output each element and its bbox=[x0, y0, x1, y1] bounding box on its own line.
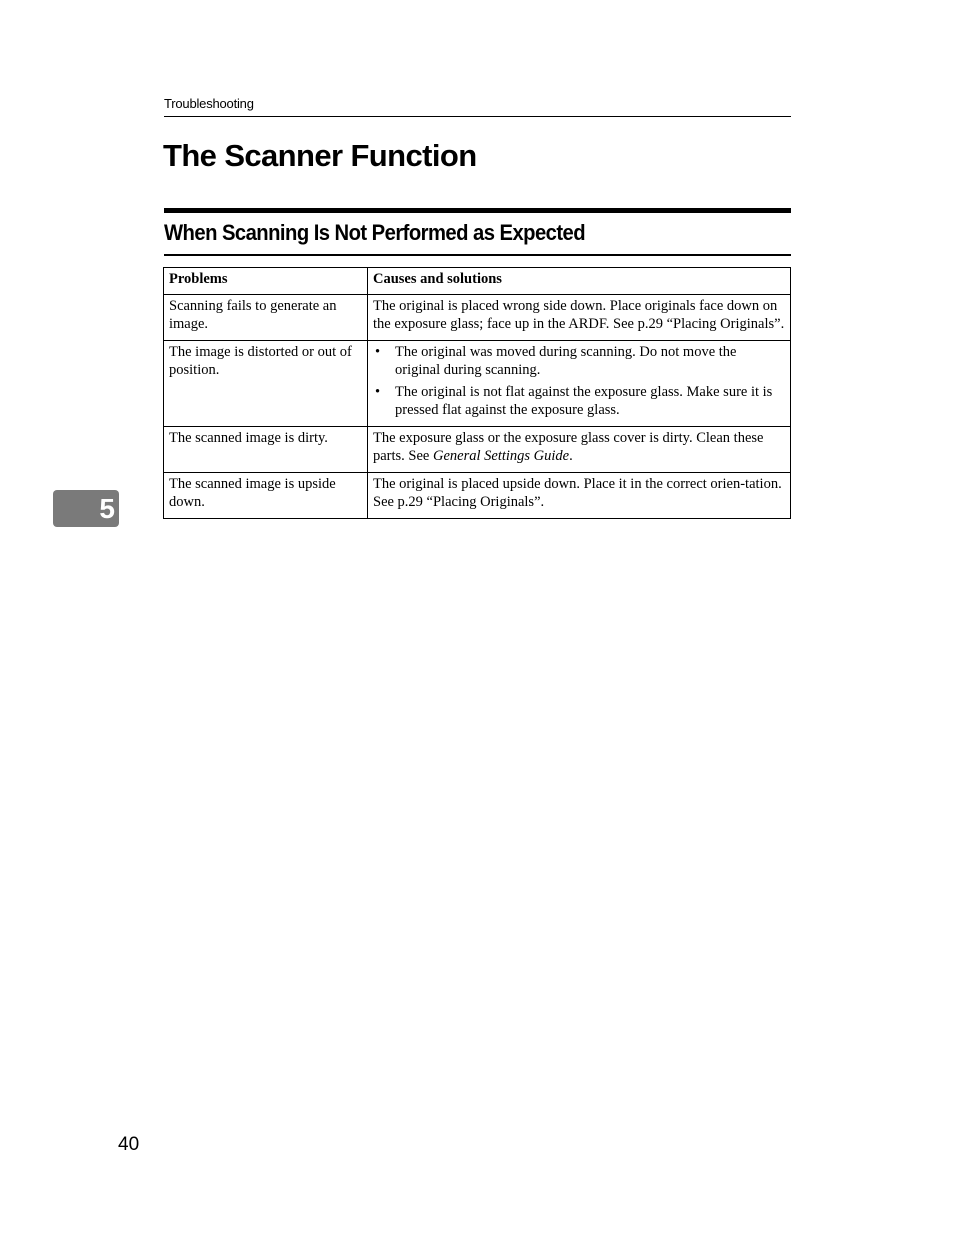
page-title: The Scanner Function bbox=[163, 138, 477, 173]
solution-text: The exposure glass or the exposure glass cover is dirty. Clean these parts. See bbox=[373, 430, 764, 464]
table-row bbox=[164, 341, 791, 427]
chapter-tab bbox=[53, 490, 119, 527]
table-row bbox=[164, 473, 791, 519]
column-header-causes: Causes and solutions bbox=[368, 268, 791, 295]
chapter-number: 5 bbox=[99, 493, 115, 524]
problem-cell: The scanned image is dirty. bbox=[164, 427, 368, 473]
section-title: When Scanning Is Not Performed as Expected bbox=[164, 220, 586, 245]
solution-cell bbox=[368, 427, 791, 473]
guide-reference: General Settings Guide bbox=[433, 448, 570, 464]
table-row bbox=[164, 295, 791, 341]
running-header: Troubleshooting bbox=[164, 96, 791, 117]
table-header-row bbox=[164, 268, 791, 295]
column-header-problems: Problems bbox=[164, 268, 368, 295]
list-item: • The original is not flat against the exposure glass. Make sure it is pressed flat against the exposure glass. bbox=[373, 383, 785, 419]
solution-cell: The original is placed upside down. Place it in the correct orien-tation. See p.29 “Placing Originals”. bbox=[368, 473, 791, 519]
problem-cell: Scanning fails to generate an image. bbox=[164, 295, 368, 341]
section-rule-top bbox=[164, 208, 791, 213]
table-row bbox=[164, 427, 791, 473]
solution-cell: The original is placed wrong side down. Place originals face down on the exposure glass; face up in the ARDF. See p.29 “Placing Originals”. bbox=[368, 295, 791, 341]
section-rule-bottom bbox=[164, 254, 791, 256]
list-item: • The original was moved during scanning. Do not move the original during scanning. bbox=[373, 343, 785, 379]
solution-cell bbox=[368, 341, 791, 427]
solution-list bbox=[373, 343, 785, 419]
problem-cell: The scanned image is upside down. bbox=[164, 473, 368, 519]
solution-text-end: . bbox=[569, 448, 573, 464]
problem-cell: The image is distorted or out of position. bbox=[164, 341, 368, 427]
page-number: 40 bbox=[118, 1134, 140, 1155]
troubleshooting-table bbox=[163, 267, 791, 519]
